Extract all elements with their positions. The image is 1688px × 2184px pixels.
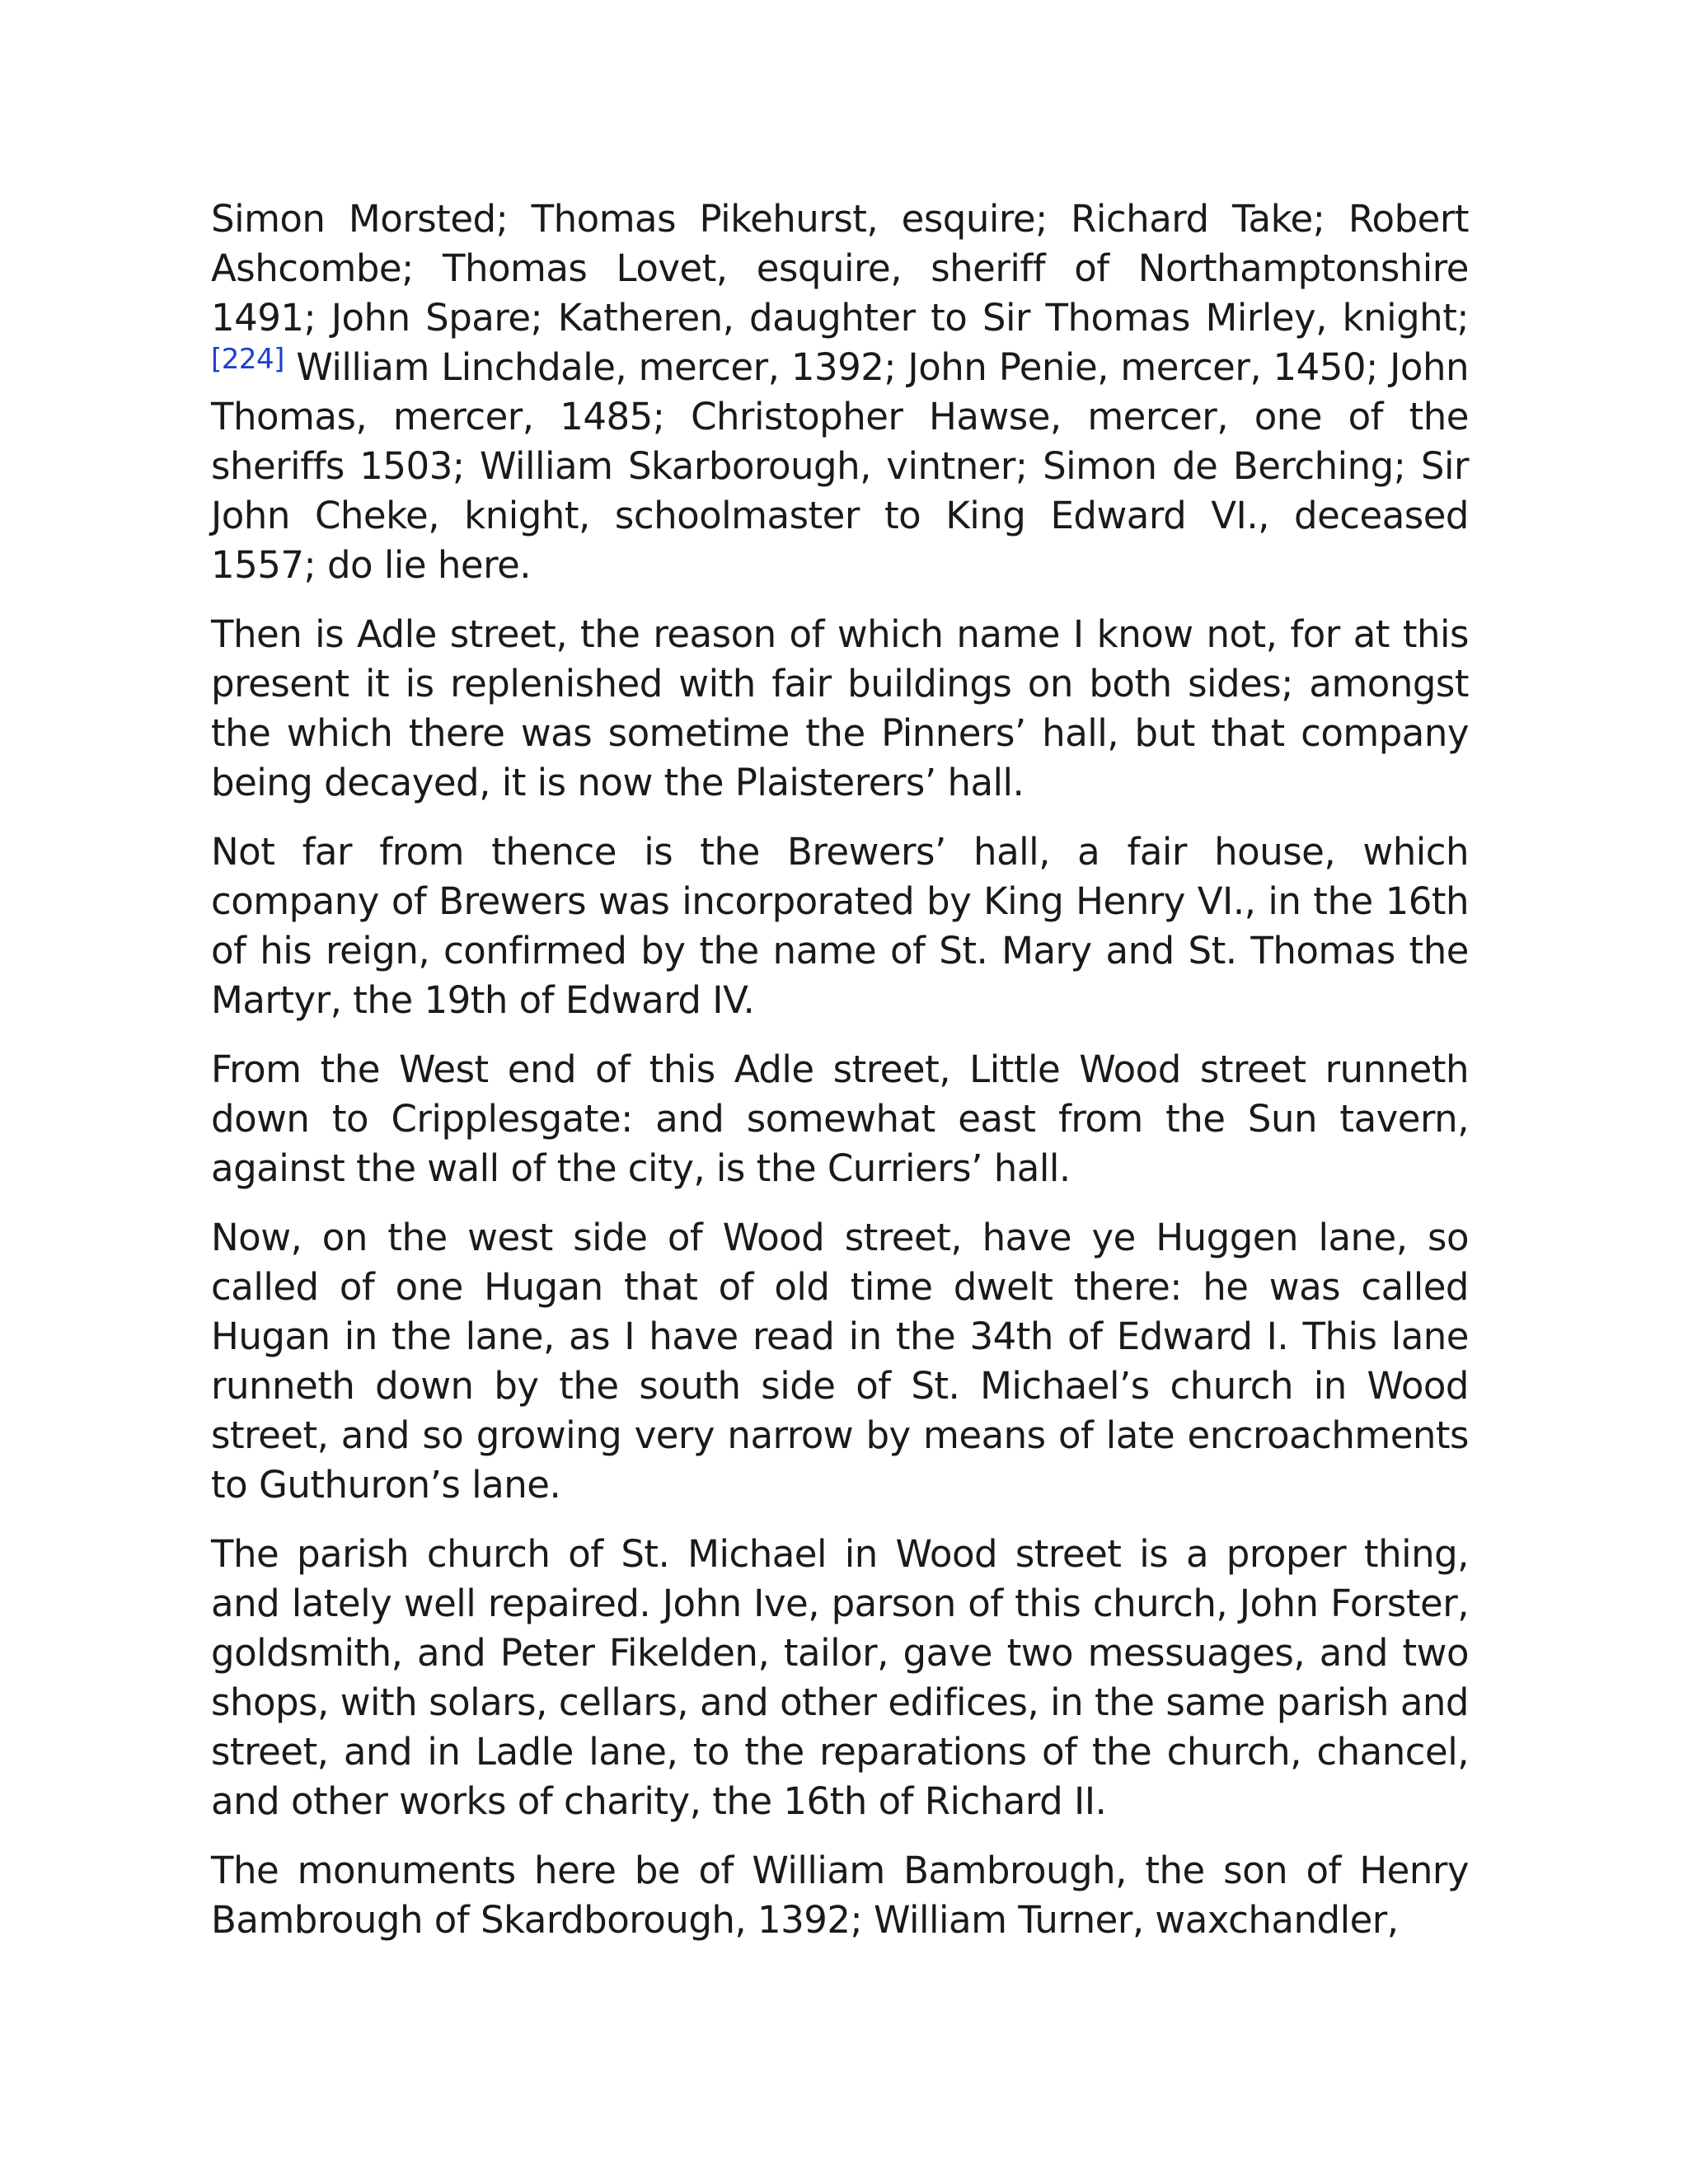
paragraph-3: Not far from thence is the Brewers’ hall, a fair house, which company of Brewers was incorporated by King Henry VI., in the 16th of his reign, confirmed by the name of St. Mary and St. Thomas the Martyr, the 19th of Edward IV. [211,830,1469,1022]
paragraph-7: The monuments here be of William Bambrough, the son of Henry Bambrough of Skardborough, 1392; William Turner, waxchandler, [211,1849,1469,1942]
paragraph-2: Then is Adle street, the reason of which name I know not, for at this present it is replenished with fair buildings on both sides; amongst the which there was sometime the Pinners’ hall, but that company being decayed, it is now the Plaisterers’ hall. [211,612,1469,804]
document-page [211,194,1469,1965]
page-number-link[interactable]: [224] [211,343,284,376]
paragraph-1-text-after: William Linchdale, mercer, 1392; John Penie, mercer, 1450; John Thomas, mercer, 1485; Christopher Hawse, mercer, one of the sheriffs 1503; William Skarborough, vintner; Simon de Berching; Sir John Cheke, knight, schoolmaster to King Edward VI., deceased 1557; do lie here. [211,345,1469,587]
paragraph-5: Now, on the west side of Wood street, have ye Huggen lane, so called of one Hugan that of old time dwelt there: he was called Hugan in the lane, as I have read in the 34th of Edward I. This lane runneth down by the south side of St. Michael’s church in Wood street, and so growing very narrow by means of late encroachments to Guthuron’s lane. [211,1216,1469,1507]
paragraph-1-text-before: Simon Morsted; Thomas Pikehurst, esquire; Richard Take; Robert Ashcombe; Thomas Lovet, esquire, sheriff of Northamptonshire 1491; John Spare; Katheren, daughter to Sir Thomas Mirley, knight; [211,197,1469,340]
paragraph-1 [211,194,1469,590]
paragraph-6: The parish church of St. Michael in Wood street is a proper thing, and lately well repaired. John Ive, parson of this church, John Forster, goldsmith, and Peter Fikelden, tailor, gave two messuages, and two shops, with solars, cellars, and other edifices, in the same parish and street, and in Ladle lane, to the reparations of the church, chancel, and other works of charity, the 16th of Richard II. [211,1532,1469,1823]
paragraph-4: From the West end of this Adle street, Little Wood street runneth down to Cripplesgate: and somewhat east from the Sun tavern, against the wall of the city, is the Curriers’ hall. [211,1047,1469,1190]
